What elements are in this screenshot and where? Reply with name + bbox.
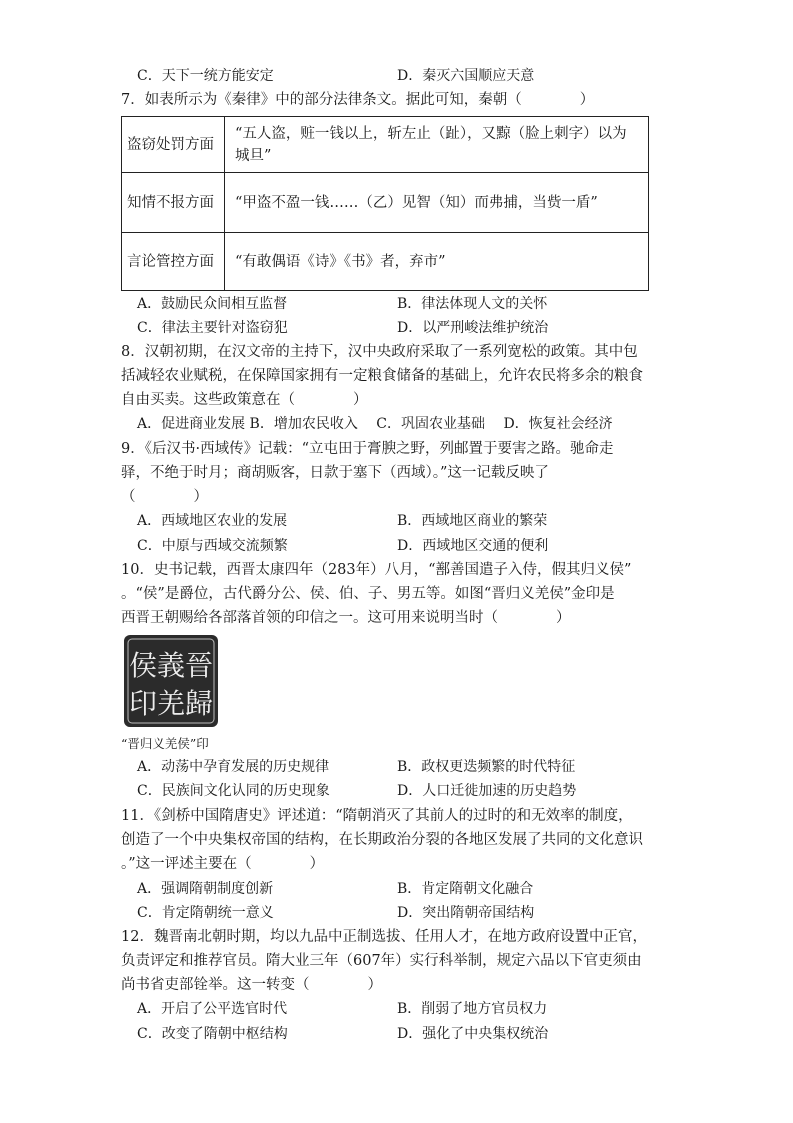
q10-option-a: A．动荡中孕育发展的历史规律 xyxy=(137,759,330,775)
law-category: 言论管控方面 xyxy=(122,233,225,291)
law-content: “甲盗不盈一钱……（乙）见智（知）而弗捕，当赀一盾” xyxy=(225,173,649,233)
q7-option-b: B．律法体现人文的关怀 xyxy=(397,296,548,312)
qin-law-table xyxy=(121,116,649,291)
image-caption: “晋归义羌侯”印 xyxy=(121,736,209,751)
q9-option-a: A．西域地区农业的发展 xyxy=(137,513,288,529)
table-row xyxy=(122,173,649,233)
q9-stem-line: 9．《后汉书·西域传》记载：“立屯田于膏腴之野，列邮置于要害之路。驰命走 xyxy=(121,441,614,457)
seal-char: 印 xyxy=(128,687,158,720)
law-category: 知情不报方面 xyxy=(122,173,225,233)
law-content: “五人盗，赃一钱以上，斩左止（趾），又黥（脸上刺字）以为城旦” xyxy=(225,117,649,173)
q10-stem-line: 10．史书记载，西晋太康四年（283年）八月，“鄯善国遣子入侍，假其归义侯” xyxy=(121,562,632,578)
seal-char: 晉 xyxy=(184,649,214,682)
q10-stem-line: 西晋王朝赐给各部落首领的印信之一。这可用来说明当时（ ） xyxy=(121,610,571,626)
q8-stem-line: 8．汉朝初期，在汉文帝的主持下，汉中央政府采取了一系列宽松的政策。其中包 xyxy=(121,344,638,360)
seal-impression-image xyxy=(121,633,221,729)
q10-stem-line: 。“侯”是爵位，古代爵分公、侯、伯、子、男五等。如图“晋归义羌侯”金印是 xyxy=(121,586,615,602)
q12-stem-line: 负责评定和推荐官员。隋大业三年（607年）实行科举制，规定六品以下官吏须由 xyxy=(121,953,642,969)
q9-stem-line: 驿，不绝于时月；商胡贩客，日款于塞下（西域）。”这一记载反映了 xyxy=(121,465,549,481)
q11-option-c: C．肯定隋朝统一意义 xyxy=(137,905,274,921)
q11-option-a: A．强调隋朝制度创新 xyxy=(137,881,274,897)
seal-char: 歸 xyxy=(184,687,214,720)
q12-option-a: A．开启了公平选官时代 xyxy=(137,1001,288,1017)
q11-stem-line: 11．《剑桥中国隋唐史》评述道：“隋朝消灭了其前人的过时的和无效率的制度， xyxy=(121,808,633,824)
q7-stem: 7．如表所示为《秦律》中的部分法律条文。据此可知，秦朝（ ） xyxy=(121,92,595,108)
q10-option-c: C．民族间文化认同的历史现象 xyxy=(137,783,330,799)
law-category: 盗窃处罚方面 xyxy=(122,117,225,173)
q10-option-b: B．政权更迭频繁的时代特征 xyxy=(397,759,576,775)
seal-char: 義 xyxy=(156,649,186,682)
q12-option-b: B．削弱了地方官员权力 xyxy=(397,1001,548,1017)
q12-stem-line: 尚书省吏部铨举。这一转变（ ） xyxy=(121,977,382,993)
q7-option-a: A．鼓励民众间相互监督 xyxy=(137,296,288,312)
q11-stem-line: 创造了一个中央集权帝国的结构，在长期政治分裂的各地区发展了共同的文化意识 xyxy=(121,832,643,848)
q6-option-c: C．天下一统方能安定 xyxy=(137,68,274,84)
q8-stem-line: 括减轻农业赋税，在保障国家拥有一定粮食储备的基础上，允许农民将多余的粮食 xyxy=(121,368,643,384)
table-row xyxy=(122,117,649,173)
q7-option-d: D．以严刑峻法维护统治 xyxy=(397,320,549,336)
q12-stem-line: 12．魏晋南北朝时期，均以九品中正制选拔、任用人才，在地方政府设置中正官， xyxy=(121,929,647,945)
q9-option-d: D．西域地区交通的便利 xyxy=(397,538,549,554)
q9-option-c: C．中原与西域交流频繁 xyxy=(137,538,288,554)
q8-options: A．促进商业发展 B．增加农民收入 C．巩固农业基础 D．恢复社会经济 xyxy=(137,416,613,432)
seal-char: 羌 xyxy=(156,687,186,720)
q7-option-c: C．律法主要针对盗窃犯 xyxy=(137,320,288,336)
law-content: “有敢偶语《诗》《书》者，弃市” xyxy=(225,233,649,291)
table-row xyxy=(122,233,649,291)
q11-option-b: B．肯定隋朝文化融合 xyxy=(397,881,534,897)
q12-option-d: D．强化了中央集权统治 xyxy=(397,1026,549,1042)
q11-option-d: D．突出隋朝帝国结构 xyxy=(397,905,535,921)
q9-option-b: B．西域地区商业的繁荣 xyxy=(397,513,548,529)
seal-char: 侯 xyxy=(128,649,158,682)
q8-stem-line: 自由买卖。这些政策意在（ ） xyxy=(121,392,368,408)
q12-option-c: C．改变了隋朝中枢结构 xyxy=(137,1026,288,1042)
q11-stem-line: 。”这一评述主要在（ ） xyxy=(121,856,325,872)
q10-option-d: D．人口迁徙加速的历史趋势 xyxy=(397,783,577,799)
q9-stem-line: （ ） xyxy=(121,489,208,505)
q6-option-d: D．秦灭六国顺应天意 xyxy=(397,68,535,84)
